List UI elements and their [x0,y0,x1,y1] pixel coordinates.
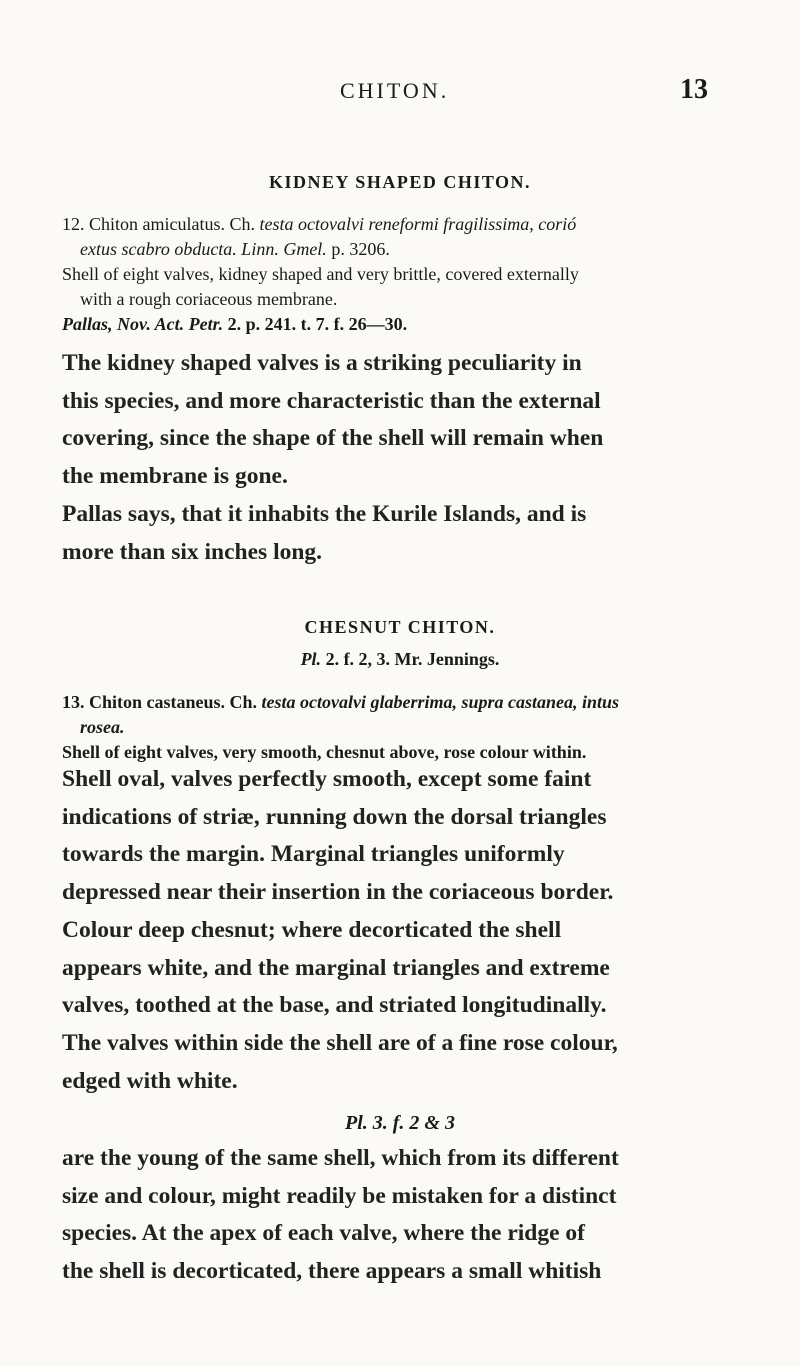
body-line: more than six inches long. [62,538,323,565]
body-paragraph-young [62,1140,752,1291]
body-line: The valves within side the shell are of a fine rose colour, [62,1029,618,1056]
body-line: Pallas says, that it inhabits the Kurile Islands, and is [62,500,587,527]
entry-13-line-3: Shell of eight valves, very smooth, chesnut above, rose colour within. [62,742,587,762]
entry-description-italic: testa octovalvi glaberrima, supra castanea, intus [261,692,620,712]
body-line: towards the margin. Marginal triangles uniformly [62,841,565,868]
body-line: this species, and more characteristic than the external [62,387,601,414]
body-line: are the young of the same shell, which from its different [62,1145,619,1171]
entry-latin-name: Chiton amiculatus. Ch. [89,214,255,234]
section-title-chesnut: CHESNUT CHITON. [304,617,496,637]
entry-13-line-2: rosea. [80,717,125,737]
body-paragraph-kidney [62,345,752,571]
plate-reference-young [0,1112,800,1135]
plate-ref-prefix: Pl. [300,649,322,669]
body-paragraph-chesnut [62,761,752,1100]
entry-citation-ref: 2. p. 241. t. 7. f. 26—30. [227,314,408,334]
body-line: appears white, and the marginal triangles and extreme [62,954,610,981]
body-line: Colour deep chesnut; where decorticated the shell [62,916,562,943]
entry-citation-italic: Pallas, Nov. Act. Petr. [62,314,224,334]
plate-ref-text: Pl. 3. f. 2 & 3 [345,1112,455,1134]
entry-page-ref: p. 3206. [331,239,390,259]
entry-description-italic: extus scabro obducta. Linn. Gmel. [80,239,327,259]
entry-description-italic: testa octovalvi reneformi fragilissima, corió [259,214,577,234]
entry-12-line-3: Shell of eight valves, kidney shaped and very brittle, covered externally [62,264,579,284]
body-line: The kidney shaped valves is a striking peculiarity in [62,350,582,376]
plate-ref-rest: 2. f. 2, 3. Mr. Jennings. [325,649,500,669]
body-line: edged with white. [62,1067,238,1094]
entry-number: 13. [62,692,85,712]
entry-12-line-1 [62,212,752,237]
body-line: covering, since the shape of the shell will remain when [62,425,604,452]
section-title-kidney: KIDNEY SHAPED CHITON. [268,172,532,192]
entry-12-line-5 [62,312,752,337]
body-line: indications of striæ, running down the dorsal triangles [62,803,607,830]
entry-13 [62,690,752,765]
entry-13-line-1 [62,690,752,715]
body-line: depressed near their insertion in the coriaceous border. [62,879,614,906]
entry-12 [62,212,752,337]
body-line: species. At the apex of each valve, where the ridge of [62,1220,585,1247]
page-number: 13 [680,74,708,105]
page-header [0,74,800,108]
body-line: the shell is decorticated, there appears a small whitish [62,1258,602,1285]
body-line: valves, toothed at the base, and striated longitudinally. [62,992,607,1019]
entry-latin-name: Chiton castaneus. Ch. [89,692,258,712]
entry-12-line-4: with a rough coriaceous membrane. [80,289,338,309]
body-line: Shell oval, valves perfectly smooth, except some faint [62,766,592,792]
running-head: CHITON. [340,78,450,103]
body-line: the membrane is gone. [62,463,288,490]
entry-12-line-2 [62,237,752,262]
plate-reference-chesnut [0,649,800,670]
entry-number: 12. [62,214,85,234]
body-line: size and colour, might readily be mistaken for a distinct [62,1182,617,1209]
